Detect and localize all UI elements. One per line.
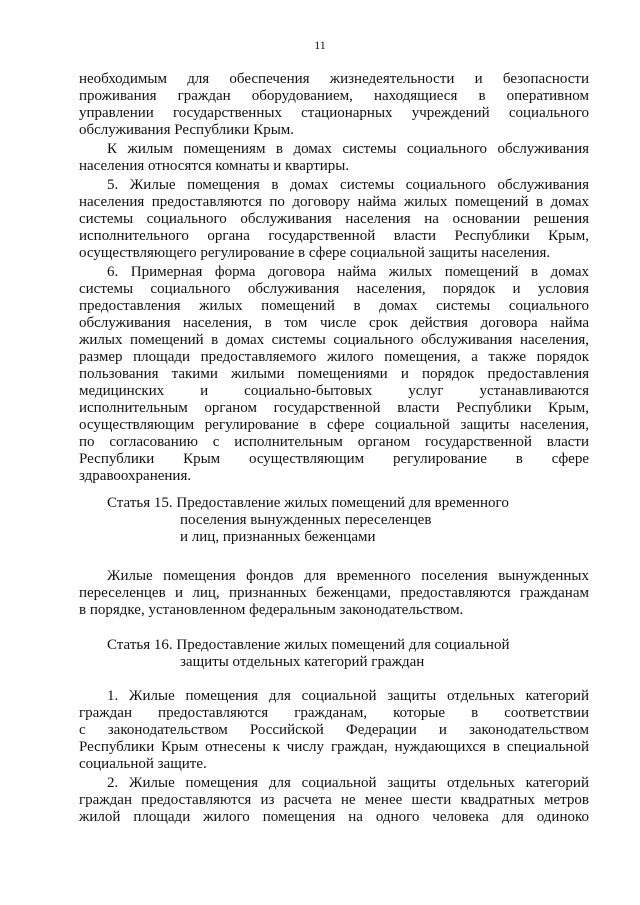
text-line: медицинских и социально-бытовых услуг устанавливаются [79,383,589,399]
text-line: исполнительным органом государственной власти Республики Крым, [79,400,589,416]
article-15-heading-line: и лиц, признанных беженцами [180,529,376,545]
text-line: с законодательством Российской Федерации и законодательством [79,722,589,738]
text-line: социальной защите. [79,756,207,772]
article-16-heading-line: защиты отдельных категорий граждан [180,654,425,670]
text-line: проживания граждан оборудованием, находящиеся в оперативном [79,88,589,104]
text-line: осуществляющего регулирование в сфере социальной защиты населения. [79,245,551,261]
text-line: Республики Крым отнесены к числу граждан, нуждающихся в специальной [79,739,589,755]
text-line: системы социального обслуживания населения на основании решения [79,211,589,227]
text-line: необходимым для обеспечения жизнедеятельности и безопасности [79,71,589,87]
text-line: 1. Жилые помещения для социальной защиты отдельных категорий [107,688,589,704]
text-line: осуществляющим регулирование в сфере социальной защиты населения, [79,417,589,433]
article-15-heading: Статья 15. Предоставление жилых помещений для временного [107,495,509,511]
text-line: 6. Примерная форма договора найма жилых помещений в домах [107,264,589,280]
text-line: обслуживания населения, в том числе срок действия договора найма [79,315,589,331]
text-line: граждан предоставляются из расчета не менее шести квадратных метров [79,792,589,808]
text-line: жилой площади жилого помещения на одного человека для одиноко [79,809,589,825]
text-line: переселенцев и лиц, признанных беженцами, предоставляются гражданам [79,585,589,601]
text-line: К жилым помещениям в домах системы социального обслуживания [107,141,589,157]
text-line: предоставления жилых помещений в домах системы социального [79,298,589,314]
text-line: населения относятся комнаты и квартиры. [79,158,350,174]
page-number: 11 [314,38,326,52]
text-line: системы социального обслуживания населения, порядок и условия [79,281,589,297]
text-line: пользования такими жилыми помещениями и порядок предоставления [79,366,589,382]
text-line: населения предоставляются по договору найма жилых помещений в домах [79,194,589,210]
text-line: 5. Жилые помещения в домах системы социального обслуживания [107,177,589,193]
text-line: исполнительного органа государственной власти Республики Крым, [79,228,589,244]
article-16-heading: Статья 16. Предоставление жилых помещений для социальной [107,637,510,653]
article-15-heading-line: поселения вынужденных переселенцев [180,512,432,528]
text-line: обслуживания Республики Крым. [79,122,295,138]
text-line: жилых помещений в домах системы социального обслуживания населения, [79,332,589,348]
text-line: Жилые помещения фондов для временного поселения вынужденных [107,568,589,584]
text-line: размер площади предоставляемого жилого помещения, а также порядок [79,349,589,365]
text-line: управлении государственных стационарных учреждений социального [79,105,589,121]
text-line: по согласованию с исполнительным органом государственной власти [79,434,589,450]
text-line: 2. Жилые помещения для социальной защиты отдельных категорий [107,775,589,791]
text-line: граждан предоставляются гражданам, которые в соответствии [79,705,589,721]
text-line: Республики Крым осуществляющим регулирование в сфере [79,451,589,467]
text-line: здравоохранения. [79,468,192,484]
text-line: в порядке, установленном федеральным законодательством. [79,602,464,618]
